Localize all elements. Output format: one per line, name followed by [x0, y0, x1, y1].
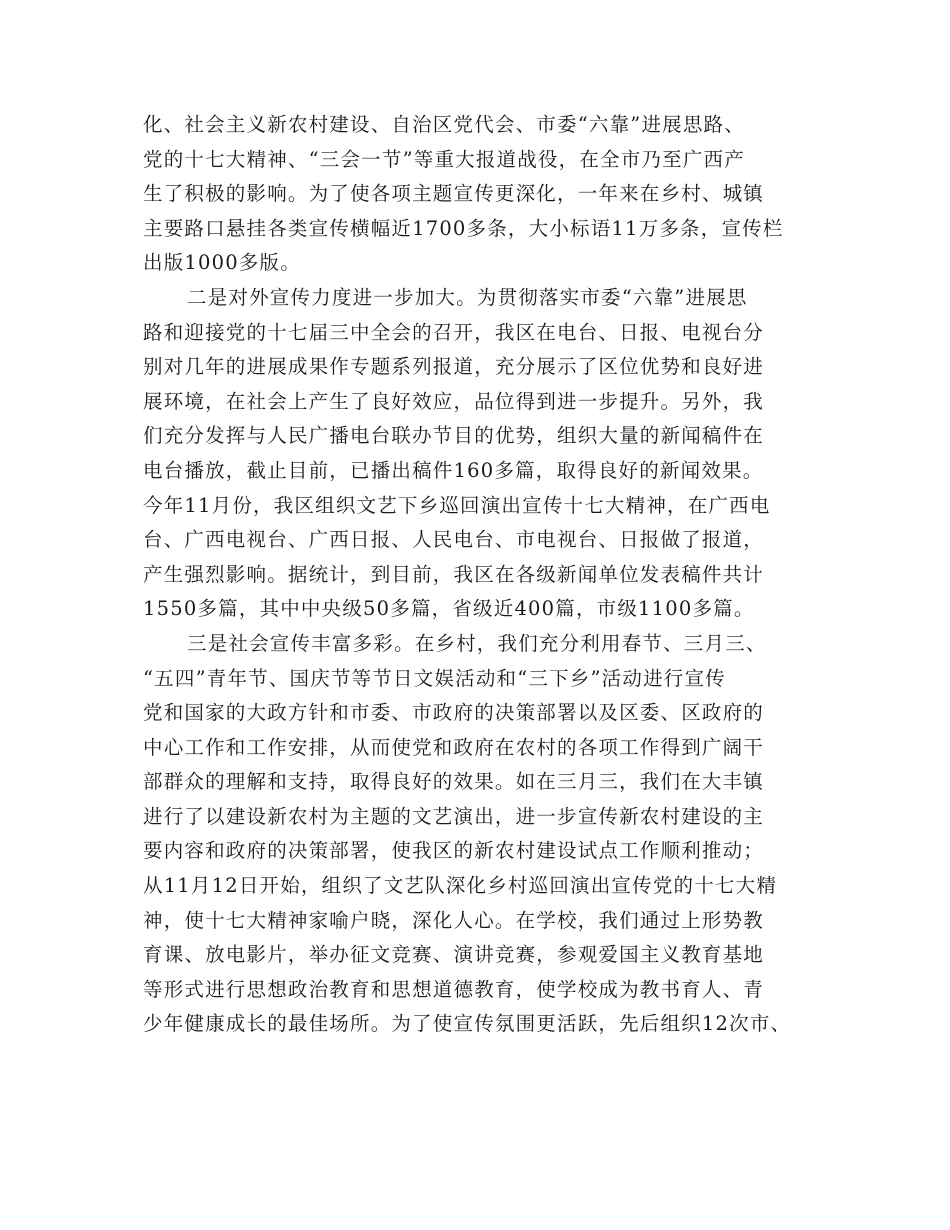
- paragraph-3-line-1: 三是社会宣传丰富多彩。在乡村，我们充分利用春节、三月三、: [187, 631, 767, 655]
- paragraph-2-line-6: 电台播放，截止目前，已播出稿件160多篇，取得良好的新闻效果。: [143, 458, 764, 482]
- paragraph-1-line-1: 化、社会主义新农村建设、自治区党代会、市委“六靠”进展思路、: [143, 113, 745, 136]
- paragraph-3-line-11: 等形式进行思想政治教育和思想道德教育，使学校成为教书育人、青: [143, 977, 765, 1001]
- paragraph-2-line-7: 今年11月份，我区组织文艺下乡巡回演出宣传十七大精神，在广西电: [143, 493, 771, 517]
- paragraph-1-line-4: 主要路口悬挂各类宣传横幅近1700多条，大小标语11万多条，宣传栏: [143, 216, 784, 240]
- paragraph-1-line-5: 出版1000多版。: [143, 251, 301, 275]
- paragraph-2-line-8: 台、广西电视台、广西日报、人民电台、市电视台、日报做了报道，: [143, 528, 765, 552]
- paragraph-2-line-1: 二是对外宣传力度进一步加大。为贯彻落实市委“六靠”进展思: [187, 285, 748, 309]
- document-body: [143, 108, 823, 1042]
- paragraph-3-line-2: “五四”青年节、国庆节等节日文娱活动和“三下乡”活动进行宣传: [143, 666, 726, 690]
- paragraph-3-line-9: 神，使十七大精神家喻户晓，深化人心。在学校，我们通过上形势教: [143, 908, 765, 932]
- paragraph-2-line-10: 1550多篇，其中中央级50多篇，省级近400篇，市级1100多篇。: [143, 597, 755, 621]
- paragraph-2-line-4: 展环境，在社会上产生了良好效应，品位得到进一步提升。另外，我: [143, 389, 765, 413]
- paragraph-3-line-5: 部群众的理解和支持，取得良好的效果。如在三月三，我们在大丰镇: [143, 770, 765, 794]
- paragraph-3-line-12: 少年健康成长的最佳场所。为了使宣传氛围更活跃，先后组织12次市、: [143, 1012, 792, 1036]
- paragraph-3-line-10: 育课、放电影片，举办征文竞赛、演讲竞赛，参观爱国主义教育基地: [143, 943, 765, 967]
- paragraph-1-line-3: 生了积极的影响。为了使各项主题宣传更深化，一年来在乡村、城镇: [143, 182, 765, 206]
- paragraph-2-line-3: 别对几年的进展成果作专题系列报道，充分展示了区位优势和良好进: [143, 355, 765, 379]
- paragraph-3-line-6: 进行了以建设新农村为主题的文艺演出，进一步宣传新农村建设的主: [143, 804, 765, 828]
- paragraph-1-line-2: 党的十七大精神、“三会一节”等重大报道战役，在全市乃至广西产: [143, 147, 745, 171]
- paragraph-3-line-7: 要内容和政府的决策部署，使我区的新农村建设试点工作顺利推动；: [143, 839, 765, 863]
- paragraph-2-line-9: 产生强烈影响。据统计，到目前，我区在各级新闻单位发表稿件共计: [143, 562, 765, 586]
- paragraph-3-line-4: 中心工作和工作安排，从而使党和政府在农村的各项工作得到广阔干: [143, 735, 765, 759]
- paragraph-3-line-3: 党和国家的大政方针和市委、市政府的决策部署以及区委、区政府的: [143, 701, 765, 725]
- paragraph-2-line-2: 路和迎接党的十七届三中全会的召开，我区在电台、日报、电视台分: [143, 320, 765, 344]
- paragraph-3-line-8: 从11月12日开始，组织了文艺队深化乡村巡回演出宣传党的十七大精: [143, 874, 778, 898]
- paragraph-2-line-5: 们充分发挥与人民广播电台联办节目的优势，组织大量的新闻稿件在: [143, 424, 765, 448]
